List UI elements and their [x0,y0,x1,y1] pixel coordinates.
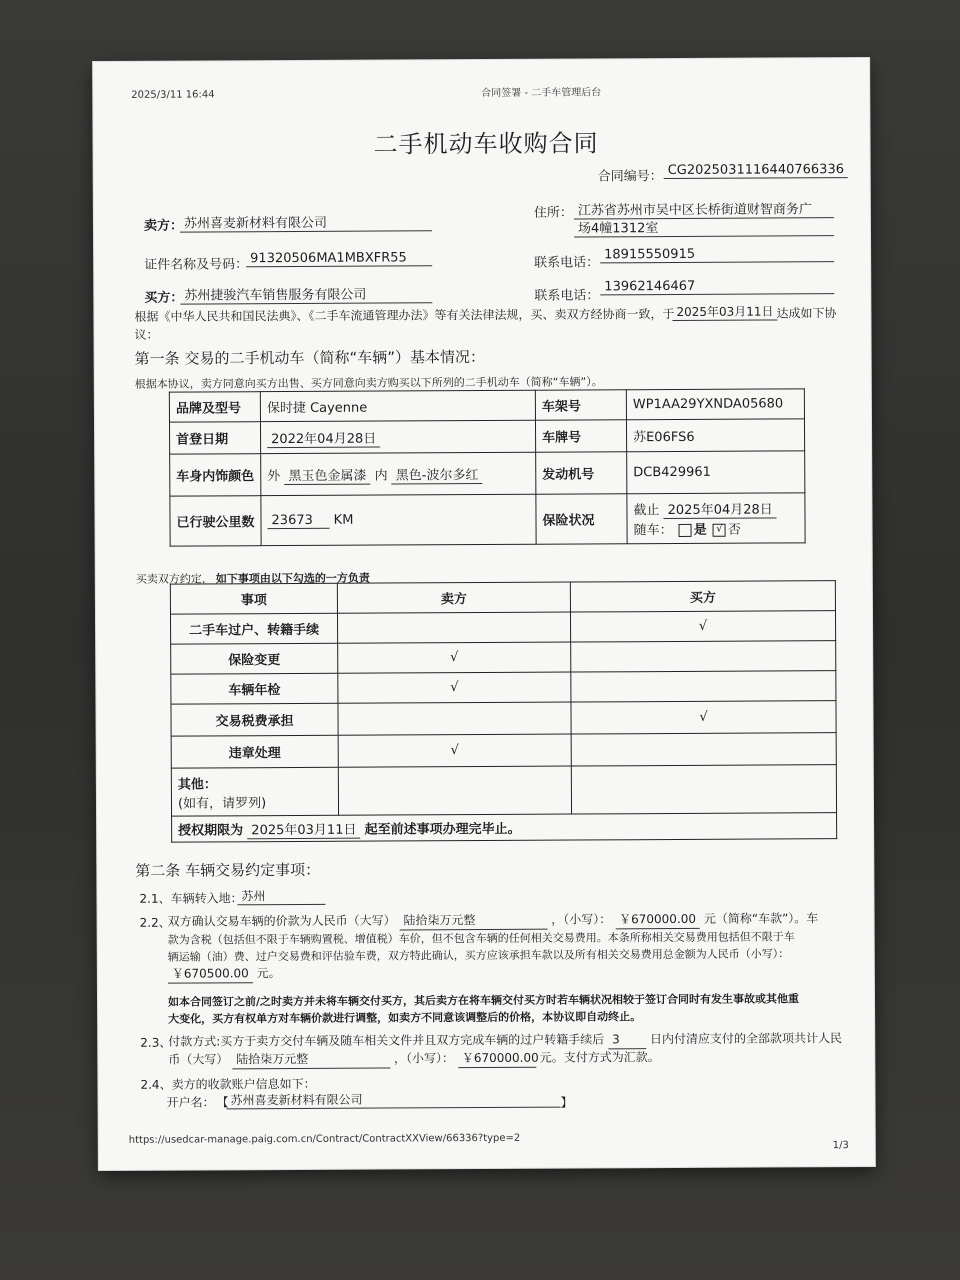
address-label: 住所： [533,205,573,221]
duty-other-cell [171,767,338,816]
account-bracket-left: 【 [216,1095,229,1110]
reg-date-value: 2022年04月28日 [267,427,380,448]
deadline-date: 2025年03月11日 [247,818,360,839]
with-car-no-label: 否 [727,522,741,538]
clause-2-3-days: 3 [608,1031,646,1049]
insurance-cell [627,493,805,544]
clause-2-2-amount: ￥670000.00 [615,911,700,929]
article-2-title: 第二条 车辆交易约定事项： [135,860,321,880]
duties-row [171,701,836,736]
deadline-suffix: 起至前述事项办理完毕止。 [364,821,521,838]
clause-2-3 [168,1030,842,1070]
duties-row [171,641,836,674]
id-number: 91320506MA1MBXFR55 [246,250,432,267]
buyer-phone: 13962146467 [600,278,834,295]
color-in-value: 黑色-波尔多红 [392,464,483,484]
buyer-label: 买方： [144,290,184,306]
vin-label: 车架号 [535,390,626,420]
clause-2-2-text-c: 元（简称“车款”）。车 [703,911,819,926]
duties-header-buyer: 买方 [570,581,835,612]
mileage-value: 23673 [267,512,329,528]
reg-date-label: 首登日期 [169,422,260,454]
duty-other-buyer[interactable] [571,765,836,814]
with-car-yes-checkbox[interactable] [679,524,692,537]
insurance-until-prefix: 截止 [633,503,660,519]
account-name-label: 开户名： [166,1095,215,1110]
buyer-name: 苏州捷骏汽车销售服务有限公司 [180,283,432,304]
reg-date-cell [260,420,535,453]
clause-2-3-amount: ￥670000.00 [458,1050,536,1068]
duty-item: 车辆年检 [171,673,338,704]
account-bracket-right: 】 [560,1095,573,1110]
seller-label: 卖方： [143,218,184,234]
deadline-cell [172,813,837,842]
duty-seller-check[interactable]: √ [338,642,571,673]
duty-seller-check[interactable]: √ [338,734,571,767]
insurance-label: 保险状况 [536,494,627,544]
clause-2-2-amount-words: 陆拾柒万元整 [399,912,547,931]
duties-header-item: 事项 [170,583,337,614]
engine-value: DCB429961 [627,451,805,494]
clause-2-3-text-d: ，（小写）： [393,1051,455,1066]
clause-2-2-line3: 辆运输（油）费、过户交易费和评估验车费，双方特此确认，买方应该承担车款以及所有相关交易费用总金额为人民币（小写）： [167,947,790,964]
with-car-label: 随车： [633,523,673,539]
intro-text-3: 议： [134,327,159,342]
contract-no-label: 合同编号： [597,169,663,185]
print-app-title: 合同签署 - 二手车管理后台 [481,87,602,100]
clause-2-3-text-c: 币（大写） [168,1052,229,1067]
address-line1: 江苏省苏州市吴中区长桥街道财智商务广 [574,198,834,219]
engine-label: 发动机号 [536,452,627,494]
color-cell [261,452,536,495]
duty-buyer-check[interactable] [571,733,836,766]
seller-phone-label: 联系电话： [534,255,600,271]
clause-2-1-label: 2.1、车辆转入地： [139,891,243,906]
duty-buyer-check[interactable] [571,671,836,702]
duty-seller-check[interactable] [337,612,570,643]
clause-2-3-text-b: 日内付清应支付的全部款项共计人民 [649,1031,842,1047]
deadline-label: 授权期限为 [178,822,244,839]
duties-row [170,611,835,644]
duties-intro-1: 买卖双方约定， [135,572,213,586]
duty-buyer-check[interactable]: √ [570,611,835,642]
article-1-intro: 根据本协议，卖方同意向买方出售、买方同意向卖方购买以下所列的二手机动车（简称“车辆”）。 [134,375,603,391]
mileage-unit: KM [333,512,354,528]
clause-2-1-value: 苏州 [237,887,325,905]
article-1-title: 第一条 交易的二手机动车（简称“车辆”）基本情况： [134,347,486,368]
clause-2-2-total: ￥670500.00 [168,965,253,983]
brand-label: 品牌及型号 [169,392,260,422]
plate-value: 苏E06FS6 [626,419,804,452]
brand-value: 保时捷 Cayenne [260,390,535,421]
clause-2-2-end: 元。 [256,966,281,981]
duties-header-seller: 卖方 [337,582,570,613]
contract-title: 二手机动车收购合同 [373,129,599,159]
bold-clause-line2: 大变化，买方有权单方对车辆价款进行调整，如卖方不同意该调整后的价格，本协议即自动终止。 [168,1010,642,1026]
clause-2-2-text-a: 双方确认交易车辆的价款为人民币（大写） [167,913,396,929]
clause-2-3-text-a: 付款方式:买方于卖方交付车辆及随车相关文件并且双方完成车辆的过户转籍手续后 [168,1032,605,1049]
page-number: 1/3 [832,1140,849,1152]
color-label: 车身内饰颜色 [170,454,261,496]
clause-2-2-line2: 款为含税（包括但不限于车辆购置税、增值税）车价，但不包含车辆的任何相关交易费用。本条所称相关交易费用包括但不限于车 [167,930,795,947]
contract-paper [93,58,875,1170]
contract-no: CG2025031116440766336 [664,162,848,179]
intro-text-1: 根据《中华人民共和国民法典》、《二手车流通管理办法》等有关法律法规，买、卖双方经协商一致，于 [134,306,675,324]
id-label: 证件名称及号码： [144,257,249,273]
duty-item: 违章处理 [171,735,338,768]
address-line2: 场4幢1312室 [574,216,834,237]
duties-row [171,733,836,768]
bold-clause [168,990,838,1028]
clause-2-2-num: 2.2、 [139,915,171,930]
intro-date: 2025年03月11日 [672,302,777,321]
mileage-cell [261,494,536,545]
intro-text-2: 达成如下协 [776,306,837,321]
duty-item: 交易税费承担 [171,703,338,736]
color-out-value: 黑玉色金属漆 [284,464,370,484]
duty-seller-check[interactable]: √ [338,672,571,703]
clause-2-3-num: 2.3、 [140,1035,172,1050]
insurance-until-date: 2025年04月28日 [664,498,777,519]
color-out-prefix: 外 [267,468,281,484]
clause-2-2-text-b: ，（小写）： [551,912,612,927]
duties-intro-2: 如下事项由以下勾选的一方负责 [215,571,370,586]
duty-item: 二手车过户、转籍手续 [170,613,337,644]
plate-label: 车牌号 [535,420,626,452]
clause-2-2 [168,910,838,984]
seller-name: 苏州喜麦新材料有限公司 [180,211,432,232]
clause-2-3-text-e: 元。支付方式为汇款。 [539,1050,660,1065]
duty-item: 保险变更 [171,643,338,674]
print-timestamp: 2025/3/11 16:44 [131,89,215,101]
vin-value: WP1AA29YXNDA05680 [626,389,804,420]
duty-other-hint: (如有，请罗列) [177,795,267,812]
with-car-yes-label: 是 [693,522,707,538]
clause-2-4: 2.4、卖方的收款账户信息如下： [140,1076,316,1092]
buyer-phone-label: 联系电话： [534,288,600,304]
seller-phone: 18915550915 [600,246,834,263]
duty-buyer-check[interactable]: √ [571,701,836,734]
duties-table [170,580,837,842]
vehicle-info-table [169,388,806,546]
with-car-no-checkbox[interactable]: √ [713,524,726,537]
color-in-prefix: 内 [374,468,388,484]
duty-other-label: 其他： [177,776,217,793]
account-name-value: 苏州喜麦新材料有限公司 [226,1090,560,1110]
duty-seller-check[interactable] [338,702,571,735]
print-url: https://usedcar-manage.paig.com.cn/Contract/ContractXXView/66336?type=2 [128,1132,521,1146]
duties-row [171,671,836,704]
clause-2-3-amount-words: 陆拾柒万元整 [232,1050,390,1069]
bold-clause-line1: 如本合同签订之前/之时卖方并未将车辆交付买方，其后卖方在将车辆交付买方时若车辆状况相较于签订合同时有发生事故或其他重 [167,992,800,1009]
duty-buyer-check[interactable] [571,641,836,672]
duty-other-seller[interactable] [338,766,571,815]
mileage-label: 已行驶公里数 [170,496,261,546]
